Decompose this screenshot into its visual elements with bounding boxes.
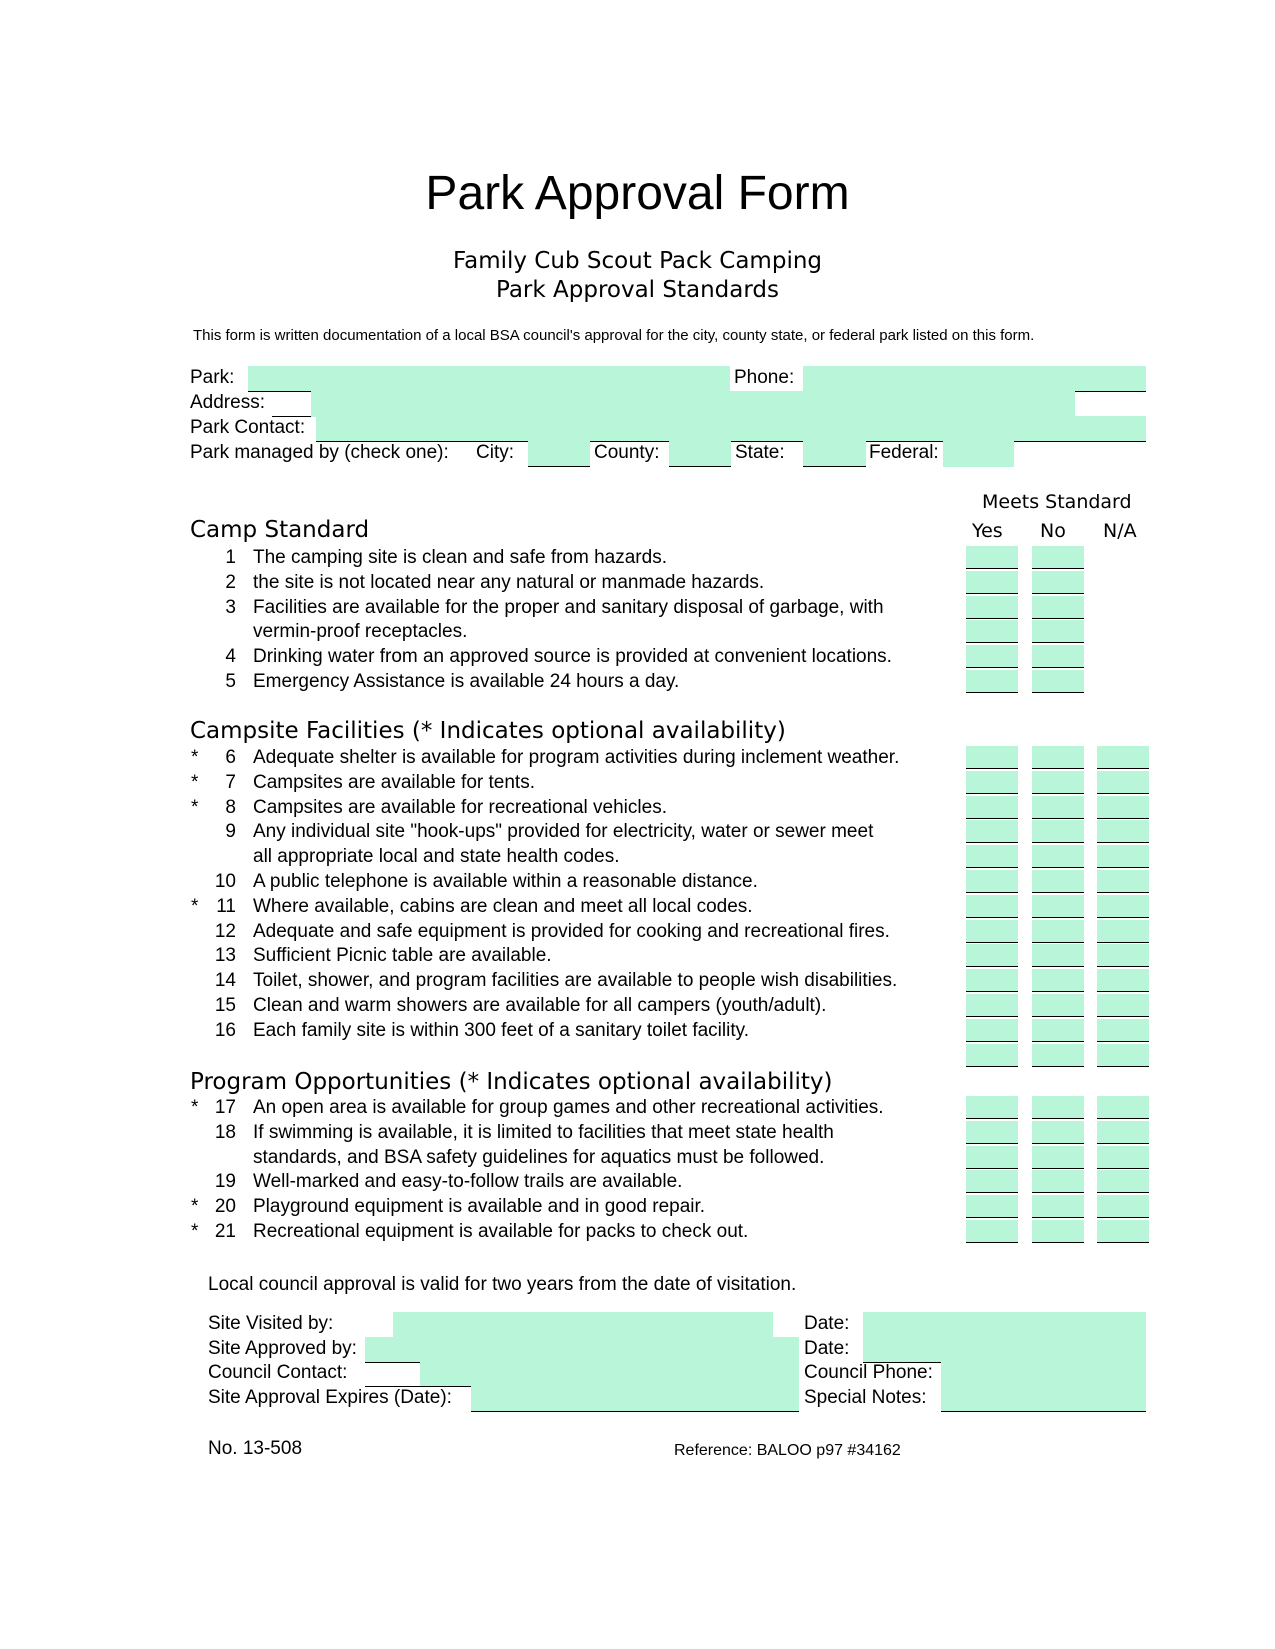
no-checkbox[interactable] <box>1032 1146 1084 1169</box>
item-text: A public telephone is available within a reasonable distance. <box>253 871 758 892</box>
item-number: 8 <box>225 796 236 818</box>
no-checkbox[interactable] <box>1032 596 1084 619</box>
item-text: If swimming is available, it is limited to facilities that meet state health <box>253 1121 834 1143</box>
na-checkbox[interactable] <box>1097 1146 1149 1169</box>
item-number: 16 <box>214 1019 236 1041</box>
park-contact-label: Park Contact: <box>190 417 306 438</box>
no-checkbox[interactable] <box>1032 645 1084 668</box>
yes-checkbox[interactable] <box>966 1044 1018 1067</box>
county-label: County: <box>594 442 660 463</box>
na-checkbox[interactable] <box>1097 1019 1149 1042</box>
item-text: Campsites are available for tents. <box>253 771 535 793</box>
item-number: 21 <box>214 1221 236 1242</box>
intro-text: This form is written documentation of a local BSA council's approval for the city, county state, or federal park listed on this form. <box>193 327 1035 344</box>
page-title: Park Approval Form <box>425 167 850 220</box>
na-checkbox[interactable] <box>1097 746 1149 769</box>
approved-date-label: Date: <box>804 1338 850 1359</box>
park-phone-field[interactable] <box>803 366 1146 392</box>
item-number: 4 <box>225 646 236 668</box>
yes-checkbox[interactable] <box>966 546 1018 569</box>
council-phone-label: Council Phone: <box>804 1362 933 1383</box>
item-number: 1 <box>225 547 236 568</box>
na-checkbox[interactable] <box>1097 845 1149 868</box>
item-number: 20 <box>214 1196 236 1218</box>
subtitle-line-1: Family Cub Scout Pack Camping <box>452 248 823 274</box>
park-label: Park: <box>190 367 235 388</box>
na-column-header: N/A <box>1103 520 1137 542</box>
item-number: 7 <box>225 771 236 793</box>
item-number: 2 <box>225 571 236 593</box>
no-checkbox[interactable] <box>1032 670 1084 693</box>
yes-checkbox[interactable] <box>966 571 1018 594</box>
item-text: Adequate and safe equipment is provided for cooking and recreational fires. <box>253 920 890 942</box>
visited-date-field[interactable] <box>863 1312 1146 1338</box>
yes-checkbox[interactable] <box>966 796 1018 819</box>
camp-standard-heading: Camp Standard <box>190 517 370 543</box>
item-number: 6 <box>225 747 236 768</box>
item-text: standards, and BSA safety guidelines for aquatics must be followed. <box>253 1146 825 1168</box>
yes-checkbox[interactable] <box>966 771 1018 794</box>
no-checkbox[interactable] <box>1032 746 1084 769</box>
park-name-field[interactable] <box>248 366 730 392</box>
site-visited-underline <box>773 1312 799 1338</box>
yes-checkbox[interactable] <box>966 1220 1018 1243</box>
no-checkbox[interactable] <box>1032 870 1084 893</box>
item-text: Drinking water from an approved source is provided at convenient locations. <box>253 646 892 668</box>
item-number: 3 <box>225 596 236 618</box>
optional-marker: * <box>191 895 199 917</box>
approval-expires-field[interactable] <box>471 1386 799 1412</box>
site-approved-field[interactable] <box>365 1337 799 1363</box>
item-text: Playground equipment is available and in good repair. <box>253 1196 706 1218</box>
item-text: Campsites are available for recreational vehicles. <box>253 796 667 818</box>
phone-label: Phone: <box>734 367 795 388</box>
no-checkbox[interactable] <box>1032 969 1084 992</box>
no-checkbox[interactable] <box>1032 920 1084 943</box>
na-checkbox[interactable] <box>1097 1096 1149 1119</box>
yes-checkbox[interactable] <box>966 969 1018 992</box>
special-notes-label: Special Notes: <box>804 1387 927 1408</box>
item-number: 11 <box>216 895 236 917</box>
yes-checkbox[interactable] <box>966 1146 1018 1169</box>
na-checkbox[interactable] <box>1097 1044 1149 1067</box>
item-number: 13 <box>214 945 236 967</box>
na-checkbox[interactable] <box>1097 994 1149 1017</box>
na-checkbox[interactable] <box>1097 870 1149 893</box>
na-checkbox[interactable] <box>1097 820 1149 843</box>
approved-date-field[interactable] <box>863 1337 1146 1363</box>
no-checkbox[interactable] <box>1032 994 1084 1017</box>
no-checkbox[interactable] <box>1032 1044 1084 1067</box>
city-checkbox[interactable] <box>528 441 590 467</box>
federal-label: Federal: <box>869 442 939 463</box>
yes-checkbox[interactable] <box>966 670 1018 693</box>
yes-checkbox[interactable] <box>966 895 1018 918</box>
item-number: 14 <box>214 970 236 992</box>
no-checkbox[interactable] <box>1032 771 1084 794</box>
state-label: State: <box>735 442 785 463</box>
item-text: The camping site is clean and safe from hazards. <box>253 547 667 568</box>
address-field[interactable] <box>311 391 1075 417</box>
council-contact-label: Council Contact: <box>208 1362 348 1383</box>
item-text: Well-marked and easy-to-follow trails are available. <box>253 1171 683 1193</box>
reference-text: Reference: BALOO p97 #34162 <box>674 1442 901 1459</box>
item-number: 18 <box>214 1121 236 1143</box>
yes-checkbox[interactable] <box>966 645 1018 668</box>
program-opportunities-heading: Program Opportunities (* Indicates optional availability) <box>190 1069 833 1095</box>
site-approved-label: Site Approved by: <box>208 1338 357 1359</box>
item-number: 10 <box>214 871 236 892</box>
no-checkbox[interactable] <box>1032 944 1084 967</box>
na-checkbox[interactable] <box>1097 895 1149 918</box>
na-checkbox[interactable] <box>1097 1195 1149 1218</box>
na-checkbox[interactable] <box>1097 969 1149 992</box>
council-contact-field[interactable] <box>420 1361 799 1387</box>
item-text: the site is not located near any natural or manmade hazards. <box>253 571 765 593</box>
county-checkbox[interactable] <box>669 441 731 467</box>
campsite-facilities-heading: Campsite Facilities (* Indicates optional availability) <box>190 718 786 744</box>
na-checkbox[interactable] <box>1097 920 1149 943</box>
item-text: Each family site is within 300 feet of a sanitary toilet facility. <box>253 1019 749 1041</box>
approval-note: Local council approval is valid for two years from the date of visitation. <box>208 1274 797 1295</box>
visited-date-label: Date: <box>804 1313 850 1334</box>
form-number: No. 13-508 <box>208 1438 303 1459</box>
address-label: Address: <box>190 392 265 413</box>
no-checkbox[interactable] <box>1032 895 1084 918</box>
yes-checkbox[interactable] <box>966 596 1018 619</box>
optional-marker: * <box>191 796 199 818</box>
state-checkbox[interactable] <box>803 441 866 467</box>
yes-checkbox[interactable] <box>966 1019 1018 1042</box>
na-checkbox[interactable] <box>1097 1220 1149 1243</box>
item-text: An open area is available for group games and other recreational activities. <box>253 1097 884 1118</box>
item-number: 15 <box>214 995 236 1016</box>
no-checkbox[interactable] <box>1032 1170 1084 1193</box>
yes-checkbox[interactable] <box>966 1121 1018 1144</box>
yes-checkbox[interactable] <box>966 1195 1018 1218</box>
council-phone-field[interactable] <box>941 1361 1146 1387</box>
yes-checkbox[interactable] <box>966 1170 1018 1193</box>
park-contact-field[interactable] <box>316 416 1146 442</box>
yes-checkbox[interactable] <box>966 820 1018 843</box>
special-notes-field[interactable] <box>941 1386 1146 1412</box>
yes-checkbox[interactable] <box>966 920 1018 943</box>
item-text: all appropriate local and state health codes. <box>253 846 620 868</box>
site-visited-field[interactable] <box>393 1312 773 1338</box>
no-checkbox[interactable] <box>1032 1096 1084 1119</box>
no-checkbox[interactable] <box>1032 1121 1084 1144</box>
optional-marker: * <box>191 1196 199 1218</box>
no-checkbox[interactable] <box>1032 1220 1084 1243</box>
item-number: 12 <box>214 920 236 942</box>
no-checkbox[interactable] <box>1032 845 1084 868</box>
item-number: 5 <box>225 671 236 692</box>
city-label: City: <box>476 442 514 463</box>
no-column-header: No <box>1040 520 1066 542</box>
item-text: Facilities are available for the proper and sanitary disposal of garbage, with <box>253 596 884 618</box>
item-text: Toilet, shower, and program facilities are available to people wish disabilities. <box>253 970 898 992</box>
na-checkbox[interactable] <box>1097 796 1149 819</box>
na-checkbox[interactable] <box>1097 1121 1149 1144</box>
item-text: Sufficient Picnic table are available. <box>253 945 552 967</box>
na-checkbox[interactable] <box>1097 771 1149 794</box>
item-number: 9 <box>225 821 236 843</box>
optional-marker: * <box>191 747 199 768</box>
no-checkbox[interactable] <box>1032 571 1084 594</box>
yes-checkbox[interactable] <box>966 1096 1018 1119</box>
meets-standard-header: Meets Standard <box>982 491 1132 513</box>
yes-checkbox[interactable] <box>966 620 1018 643</box>
site-visited-label: Site Visited by: <box>208 1313 334 1334</box>
optional-marker: * <box>191 1097 199 1118</box>
federal-checkbox[interactable] <box>943 441 1014 467</box>
no-checkbox[interactable] <box>1032 546 1084 569</box>
item-text: vermin-proof receptacles. <box>253 621 468 643</box>
no-checkbox[interactable] <box>1032 820 1084 843</box>
managed-by-label: Park managed by (check one): <box>190 442 449 463</box>
na-checkbox[interactable] <box>1097 944 1149 967</box>
yes-column-header: Yes <box>972 520 1003 542</box>
approval-expires-label: Site Approval Expires (Date): <box>208 1387 452 1408</box>
no-checkbox[interactable] <box>1032 1019 1084 1042</box>
yes-checkbox[interactable] <box>966 994 1018 1017</box>
item-text: Adequate shelter is available for program activities during inclement weather. <box>253 747 900 768</box>
yes-checkbox[interactable] <box>966 845 1018 868</box>
optional-marker: * <box>191 771 199 793</box>
na-checkbox[interactable] <box>1097 1170 1149 1193</box>
council-contact-underline <box>365 1361 420 1387</box>
item-text: Where available, cabins are clean and meet all local codes. <box>253 895 753 917</box>
item-text: Emergency Assistance is available 24 hours a day. <box>253 671 680 692</box>
optional-marker: * <box>191 1221 199 1242</box>
no-checkbox[interactable] <box>1032 1195 1084 1218</box>
item-number: 19 <box>214 1171 236 1193</box>
item-number: 17 <box>214 1097 236 1118</box>
item-text: Clean and warm showers are available for all campers (youth/adult). <box>253 995 827 1016</box>
item-text: Any individual site "hook-ups" provided for electricity, water or sewer meet <box>253 821 874 843</box>
item-text: Recreational equipment is available for packs to check out. <box>253 1221 749 1242</box>
no-checkbox[interactable] <box>1032 620 1084 643</box>
no-checkbox[interactable] <box>1032 796 1084 819</box>
yes-checkbox[interactable] <box>966 870 1018 893</box>
yes-checkbox[interactable] <box>966 944 1018 967</box>
yes-checkbox[interactable] <box>966 746 1018 769</box>
subtitle-line-2: Park Approval Standards <box>496 277 779 303</box>
